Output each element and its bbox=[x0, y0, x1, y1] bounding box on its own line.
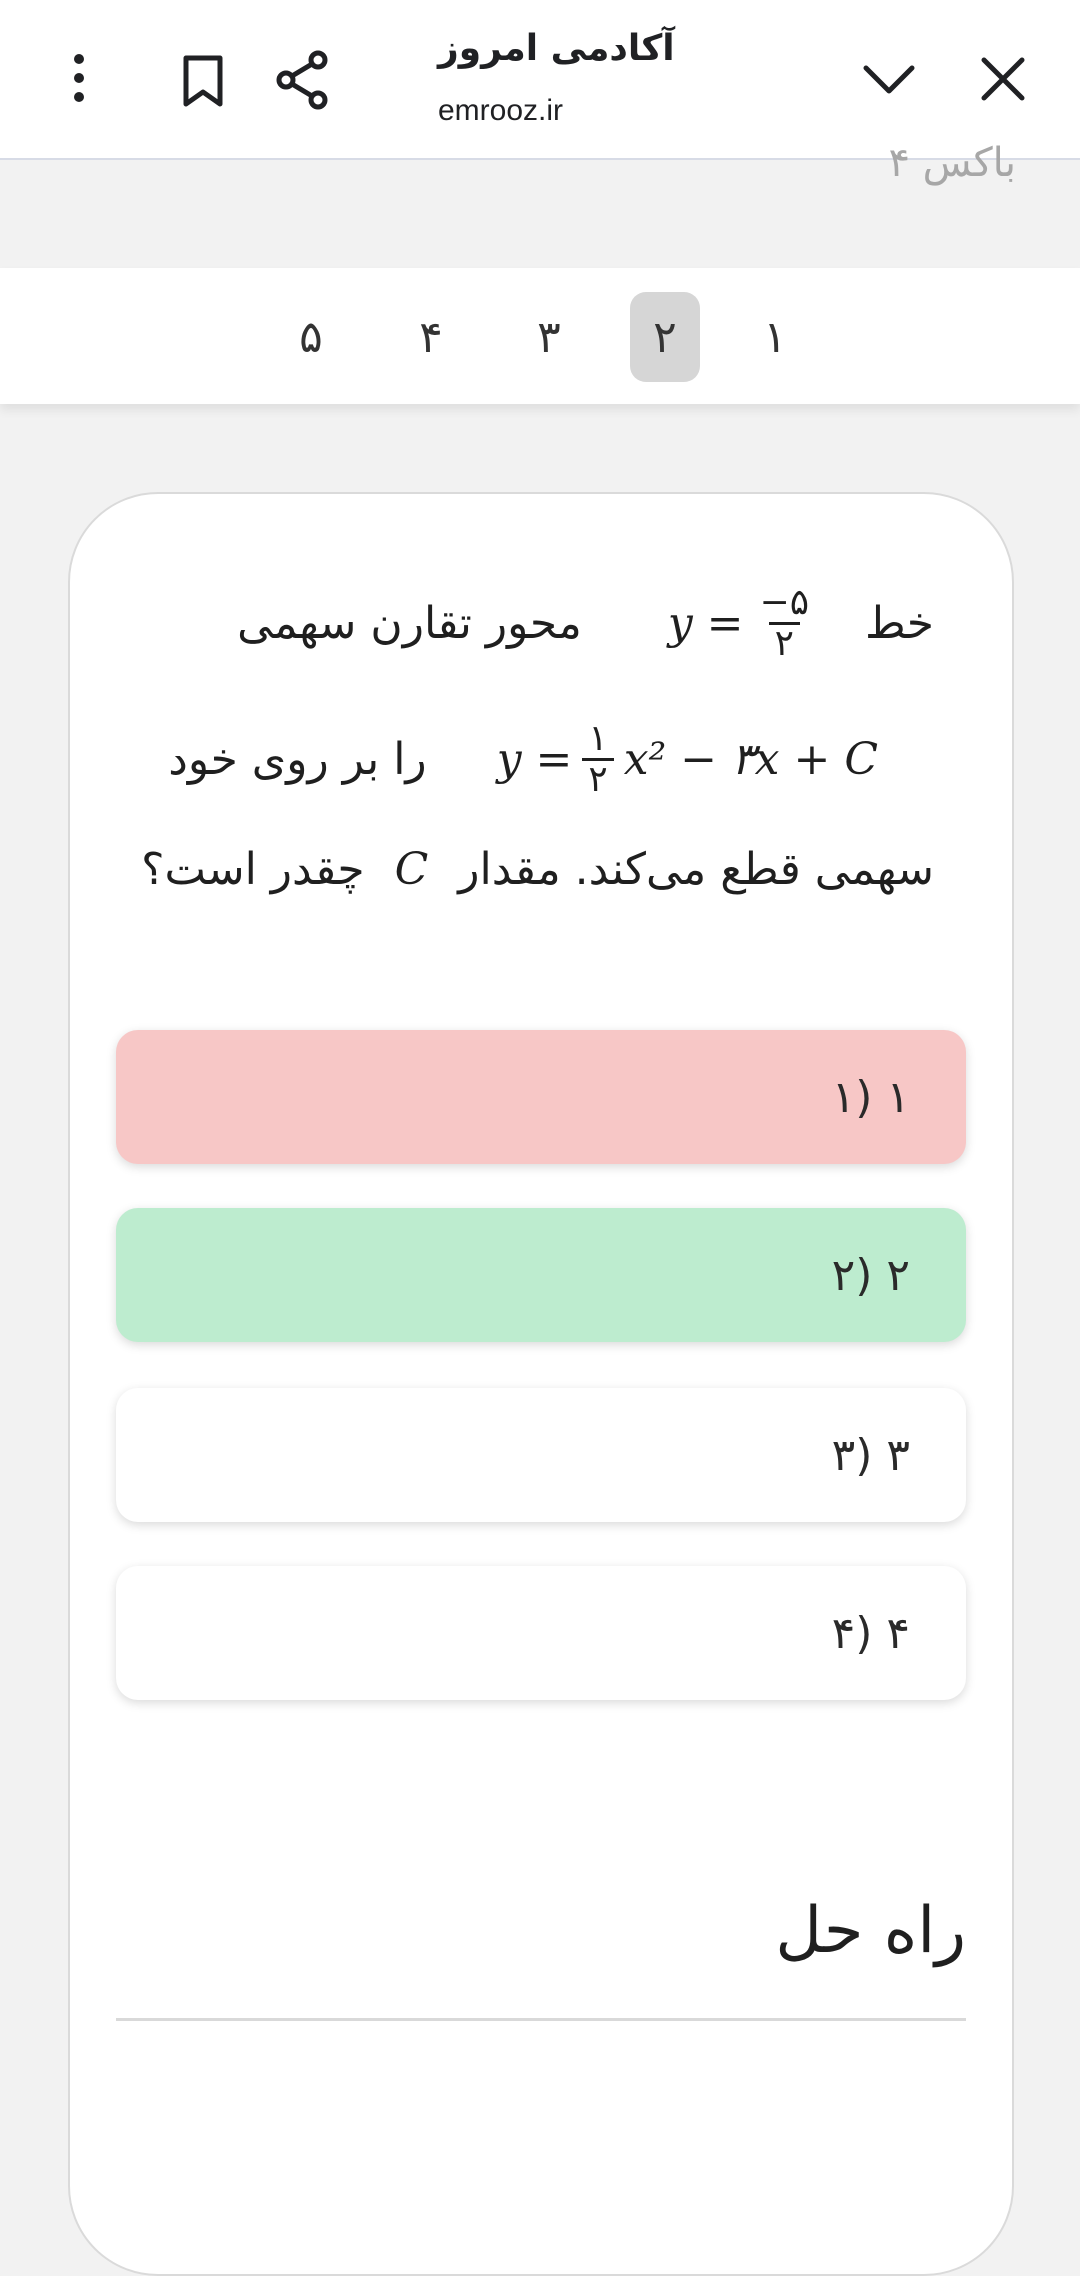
option-1-button[interactable] bbox=[116, 1030, 966, 1164]
fraction-numerator: ۱ bbox=[588, 718, 608, 759]
question-text: سهمی قطع می‌کند. مقدار bbox=[458, 844, 934, 895]
math-expression bbox=[668, 584, 825, 663]
close-icon[interactable] bbox=[978, 54, 1028, 104]
app-title: آکادمی امروز bbox=[438, 28, 675, 69]
solution-heading: راه حل bbox=[775, 1894, 966, 1968]
fraction bbox=[582, 720, 613, 799]
option-label: ۱) ۱ bbox=[831, 1071, 910, 1123]
bookmark-icon[interactable] bbox=[180, 54, 226, 108]
page-5-button[interactable]: ۵ bbox=[299, 311, 323, 363]
question-line-2 bbox=[168, 720, 878, 799]
page-4-button[interactable]: ۴ bbox=[419, 311, 443, 363]
title-block bbox=[438, 28, 798, 138]
question-line-3 bbox=[141, 844, 934, 895]
question-text: را بر روی خود bbox=[168, 733, 427, 785]
math-expression bbox=[497, 720, 878, 799]
option-3-button[interactable] bbox=[116, 1388, 966, 1522]
divider bbox=[116, 2018, 966, 2021]
math-text: y = bbox=[667, 597, 744, 649]
option-label: ۲) ۲ bbox=[831, 1249, 910, 1301]
chevron-down-icon[interactable] bbox=[860, 58, 918, 102]
option-label: ۳) ۳ bbox=[831, 1429, 910, 1481]
page-1-button[interactable]: ۱ bbox=[763, 311, 787, 363]
fraction bbox=[754, 584, 816, 663]
math-text: y = bbox=[496, 733, 573, 785]
question-text: خط bbox=[865, 597, 934, 649]
more-vert-icon[interactable] bbox=[70, 52, 88, 104]
share-icon[interactable] bbox=[274, 50, 332, 110]
math-variable: C bbox=[394, 844, 429, 895]
question-line-1 bbox=[237, 584, 934, 663]
fraction-numerator: −۵ bbox=[759, 582, 810, 623]
question-text: چقدر است؟ bbox=[141, 844, 365, 895]
option-label: ۴) ۴ bbox=[831, 1607, 910, 1659]
option-2-button[interactable] bbox=[116, 1208, 966, 1342]
app-url: emrooz.ir bbox=[438, 94, 564, 127]
app-bar bbox=[0, 0, 1080, 160]
math-text: x² − ۳x + C bbox=[623, 733, 878, 785]
question-text: محور تقارن سهمی bbox=[237, 597, 582, 649]
faded-heading: باکس ۴ bbox=[888, 140, 1016, 186]
option-4-button[interactable] bbox=[116, 1566, 966, 1700]
page-2-button[interactable]: ۲ bbox=[630, 292, 700, 382]
question-card bbox=[68, 492, 1014, 2276]
page-3-button[interactable]: ۳ bbox=[537, 311, 561, 363]
fraction-denominator: ۲ bbox=[582, 758, 613, 799]
question-pager bbox=[0, 268, 1080, 404]
fraction-denominator: ۲ bbox=[769, 622, 800, 663]
